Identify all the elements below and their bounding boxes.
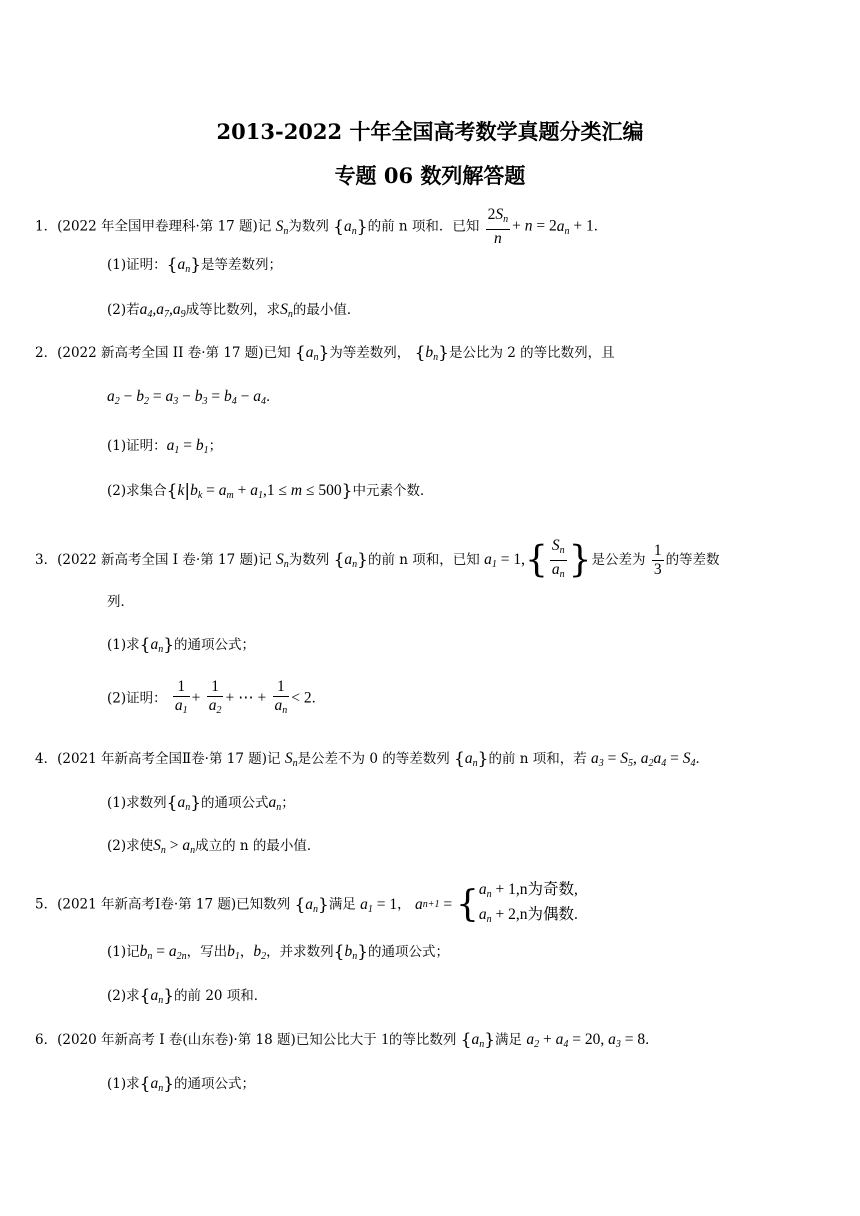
problem-5-part-2: (2)求$\{a_n\}$的前 20 项和． <box>107 986 268 1006</box>
problem-3-part-2: (2)证明： $\frac{1}{a_1}$ + $\frac{1}{a_2}$ + ⋯ + $\frac{1}{a_n}$ < 2． <box>107 678 326 716</box>
problem-1-part-2: (2)若$a_4,a_7,a_9$成等比数列，求$S_n$的最小值． <box>107 301 361 320</box>
document-subtitle: 专题 06 数列解答题 <box>334 163 526 188</box>
problem-4-part-1: (1)求数列$\{a_n\}$的通项公式$a_n$； <box>107 793 295 813</box>
problem-5-part-1: (1)记$b_n = a_{2n}$，写出$b_1$，$b_2$，并求数列$\{b_n\}$的通项公式； <box>107 942 450 962</box>
problem-6-statement: 6．(2020 年新高考 I 卷(山东卷)·第 18 题)已知公比大于 1的等比数列 $\{a_n\}$满足 $a_2 + a_4 = 20$, $a_3 = 8$． <box>35 1030 659 1050</box>
problem-2-statement: 2．(2022 新高考全国 II 卷·第 17 题)已知 $\{a_n\}$为等差数列， $\{b_n\}$是公比为 2 的等比数列，且 <box>35 343 615 363</box>
problem-1-statement: 1．(2022 年全国甲卷理科·第 17 题)记 $S_n$为数列 $\{a_n\}$的前 n 项和．已知 $\frac{2S_n}{n}$ + $n = 2a_n + 1$． <box>35 206 608 247</box>
problem-3-continuation: 列． <box>107 594 134 610</box>
problem-4-statement: 4．(2021 年新高考全国Ⅱ卷·第 17 题)记 $S_n$是公差不为 0 的等差数列 $\{a_n\}$的前 n 项和，若 $a_3 = S_5$, $a_2a_4 = S_4$． <box>35 749 710 769</box>
problem-2-part-2: (2)求集合$\{k|b_k = a_m + a_1,1 \le m \le 500\}$中元素个数． <box>107 481 434 501</box>
document-title: 2013-2022 十年全国高考数学真题分类汇编 <box>216 119 644 144</box>
problem-2-condition: $a_2 - b_2 = a_3 - b_3 = b_4 - a_4$． <box>107 388 280 407</box>
problem-3-part-1: (1)求$\{a_n\}$的通项公式； <box>107 635 256 655</box>
problem-5-statement: 5．(2021 年新高考Ⅰ卷·第 17 题)已知数列 $\{a_n\}$满足 $a_1 = 1$， a n+1 = { $a_n + 1,n$为奇数, $a_n + 2,n$为偶数. <box>35 881 578 925</box>
problem-4-part-2: (2)求使$S_n > a_n$成立的 n 的最小值． <box>107 837 321 856</box>
problem-1-part-1: (1)证明：$\{a_n\}$是等差数列； <box>107 255 283 275</box>
problem-6-part-1: (1)求$\{a_n\}$的通项公式； <box>107 1074 256 1094</box>
problem-3-statement: 3．(2022 新高考全国 I 卷·第 17 题)记 $S_n$为数列 $\{a_n\}$的前 n 项和，已知 $a_1 = 1$,{ $\frac{S_n}{a_n}$ }是公差为 $\frac{1}{3}$ 的等差数 <box>35 537 720 581</box>
problem-2-part-1: (1)证明：$a_1 = b_1$； <box>107 437 223 456</box>
